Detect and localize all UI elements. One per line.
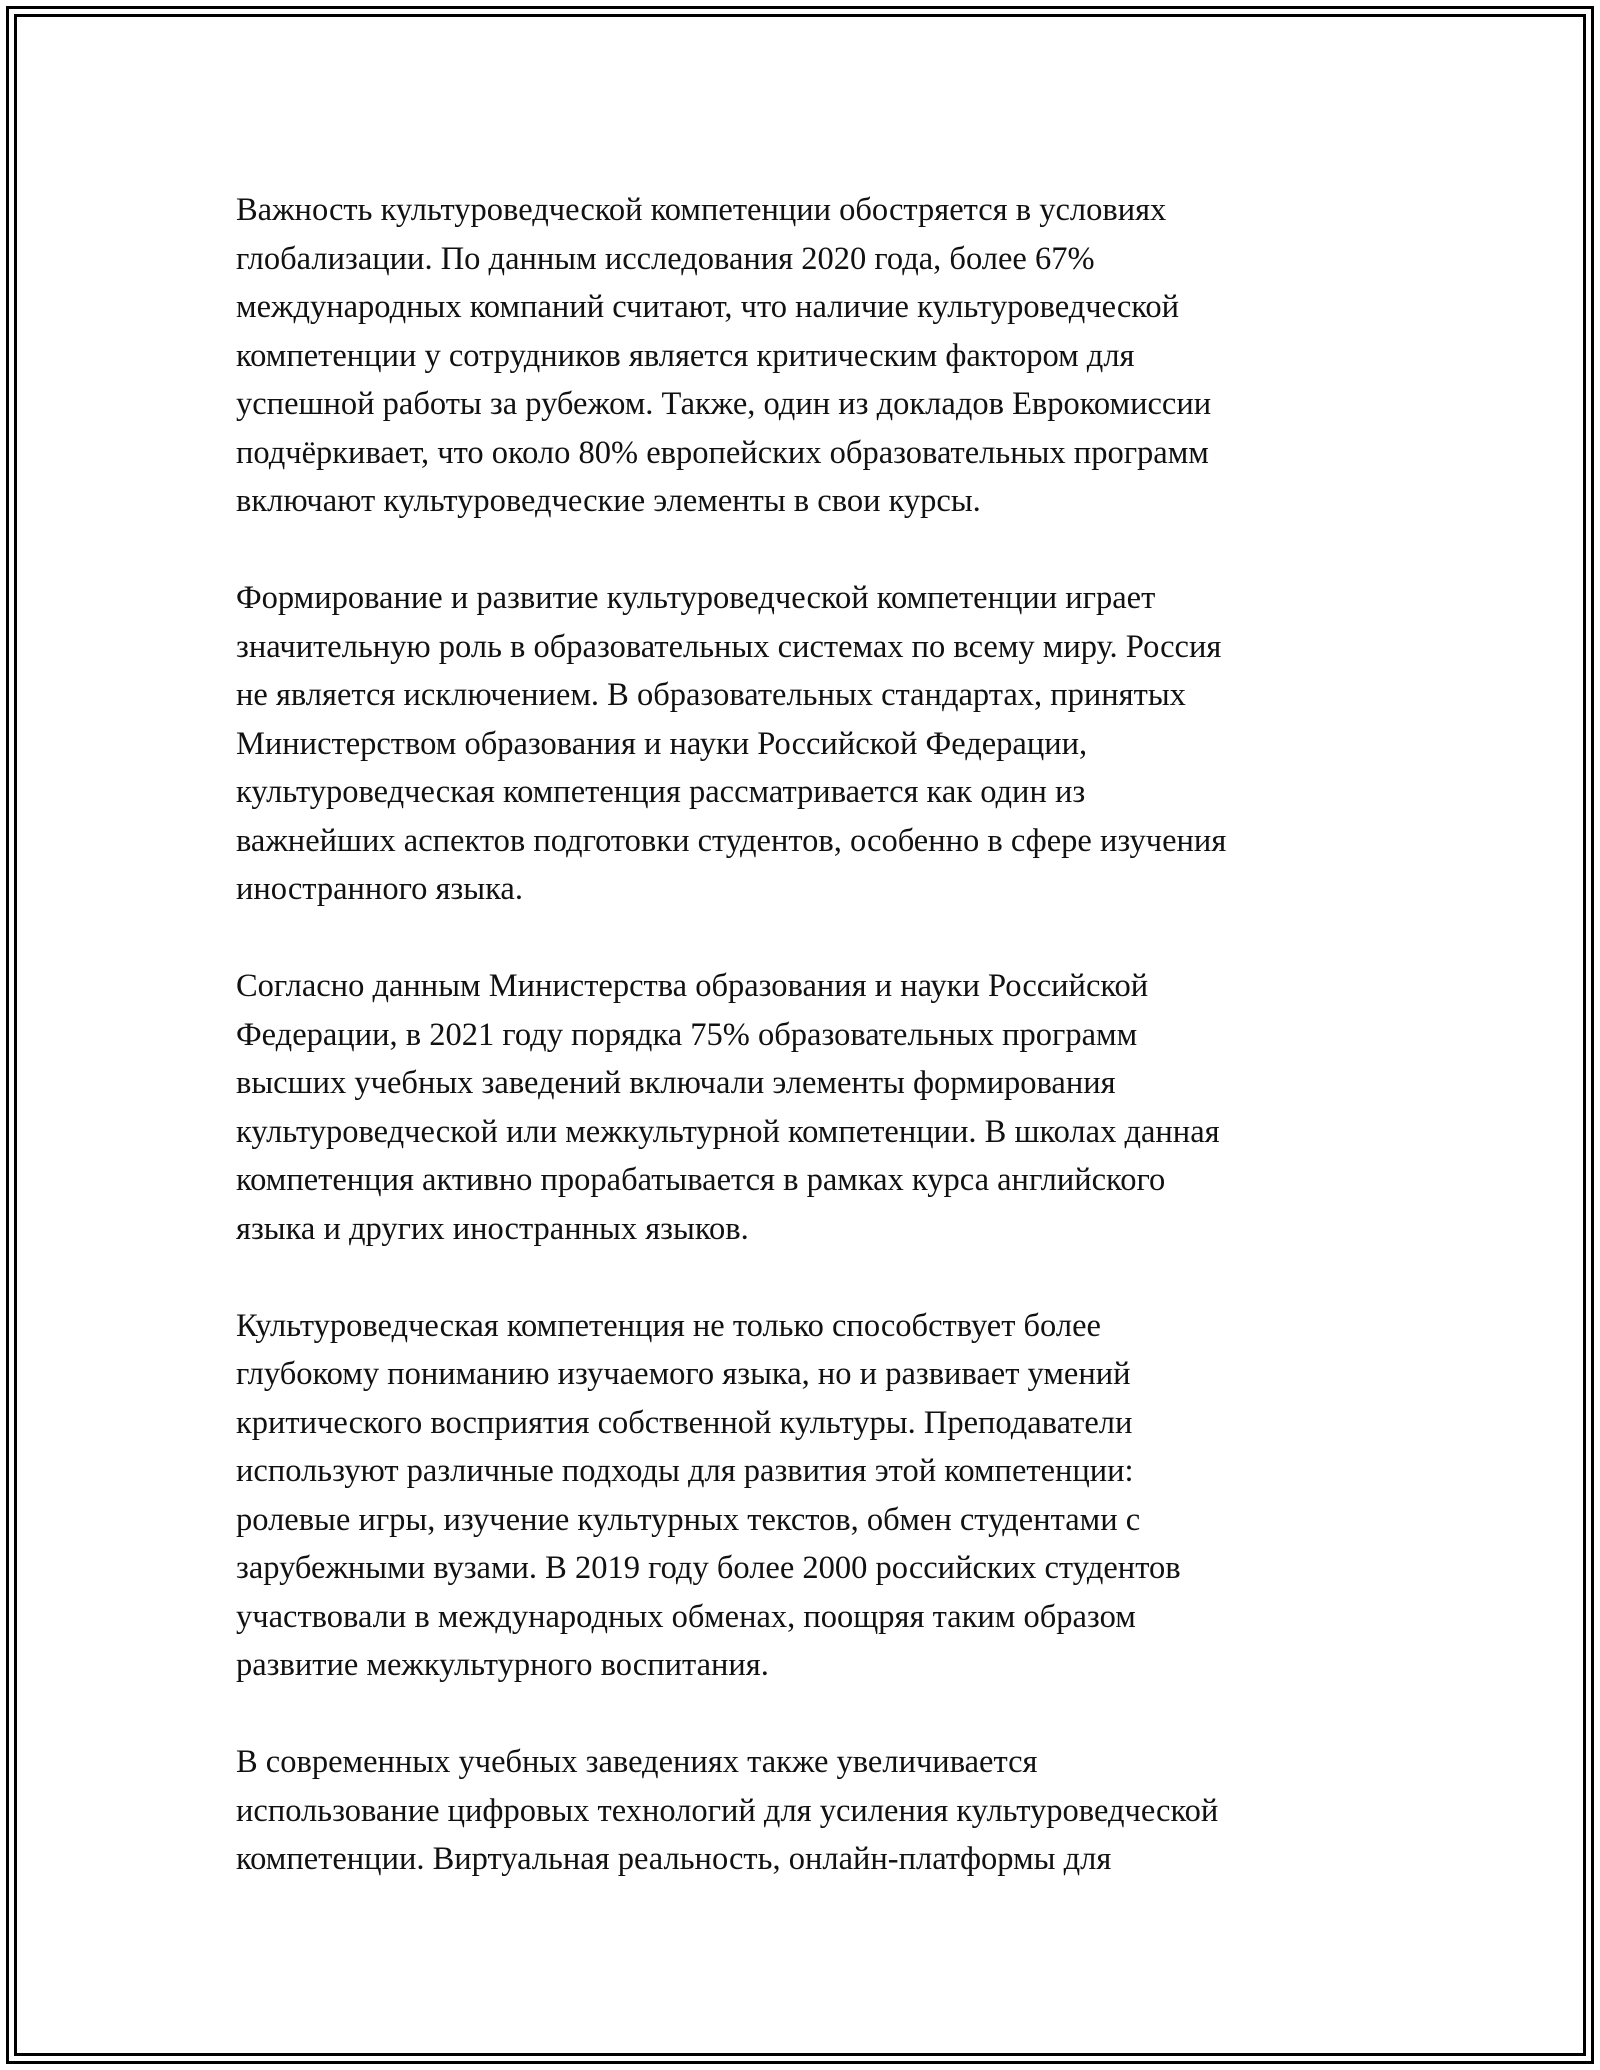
paragraph-ministry-data [236,962,1376,1253]
text-line: включают культуроведческие элементы в свои курсы. [236,483,981,519]
text-line: высших учебных заведений включали элементы формирования [236,1065,1116,1101]
text-line: компетенции. Виртуальная реальность, онлайн-платформы для [236,1841,1112,1877]
text-line: зарубежными вузами. В 2019 году более 2000 российских студентов [236,1550,1181,1586]
text-line: участвовали в международных обменах, поощряя таким образом [236,1598,1136,1635]
paragraph-globalization [236,186,1376,526]
text-line: компетенция активно прорабатывается в рамках курса английского [236,1162,1166,1198]
text-line: глобализации. По данным исследования 2020 года, более 67% [236,240,1095,277]
text-line: В современных учебных заведениях также увеличивается [236,1744,1038,1780]
text-line: развитие межкультурного воспитания. [236,1647,769,1683]
paragraph-education-systems [236,574,1376,914]
text-line: Формирование и развитие культуроведческой компетенции играет [236,580,1156,616]
paragraph-teaching-approaches [236,1302,1376,1690]
text-line: международных компаний считают, что наличие культуроведческой [236,289,1180,325]
text-line: глубокому пониманию изучаемого языка, но и развивает умений [236,1356,1131,1392]
text-line: культуроведческой или межкультурной компетенции. В школах данная [236,1113,1220,1150]
paragraph-digital-technologies [236,1738,1376,1884]
text-line: важнейших аспектов подготовки студентов, особенно в сфере изучения [236,822,1227,859]
text-line: Согласно данным Министерства образования и науки Российской [236,968,1149,1004]
text-line: Федерации, в 2021 году порядка 75% образовательных программ [236,1016,1138,1053]
text-line: иностранного языка. [236,871,523,907]
text-line: использование цифровых технологий для усиления культуроведческой [236,1792,1219,1829]
text-line: используют различные подходы для развития этой компетенции: [236,1453,1134,1489]
text-line: культуроведческая компетенция рассматривается как один из [236,774,1086,810]
text-line: успешной работы за рубежом. Также, один из докладов Еврокомиссии [236,386,1212,422]
text-line: подчёркивает, что около 80% европейских образовательных программ [236,434,1209,471]
text-line: компетенции у сотрудников является критическим фактором для [236,337,1135,374]
document-body [236,186,1376,1932]
text-line: ролевые игры, изучение культурных текстов, обмен студентами с [236,1501,1141,1538]
text-line: критического восприятия собственной культуры. Преподаватели [236,1404,1133,1441]
text-line: Культуроведческая компетенция не только способствует более [236,1307,1101,1344]
text-line: не является исключением. В образовательных стандартах, принятых [236,677,1186,713]
text-line: языка и других иностранных языков. [236,1210,749,1247]
text-line: значительную роль в образовательных системах по всему миру. Россия [236,628,1222,665]
text-line: Важность культуроведческой компетенции обостряется в условиях [236,192,1167,228]
text-line: Министерством образования и науки Российской Федерации, [236,725,1088,762]
